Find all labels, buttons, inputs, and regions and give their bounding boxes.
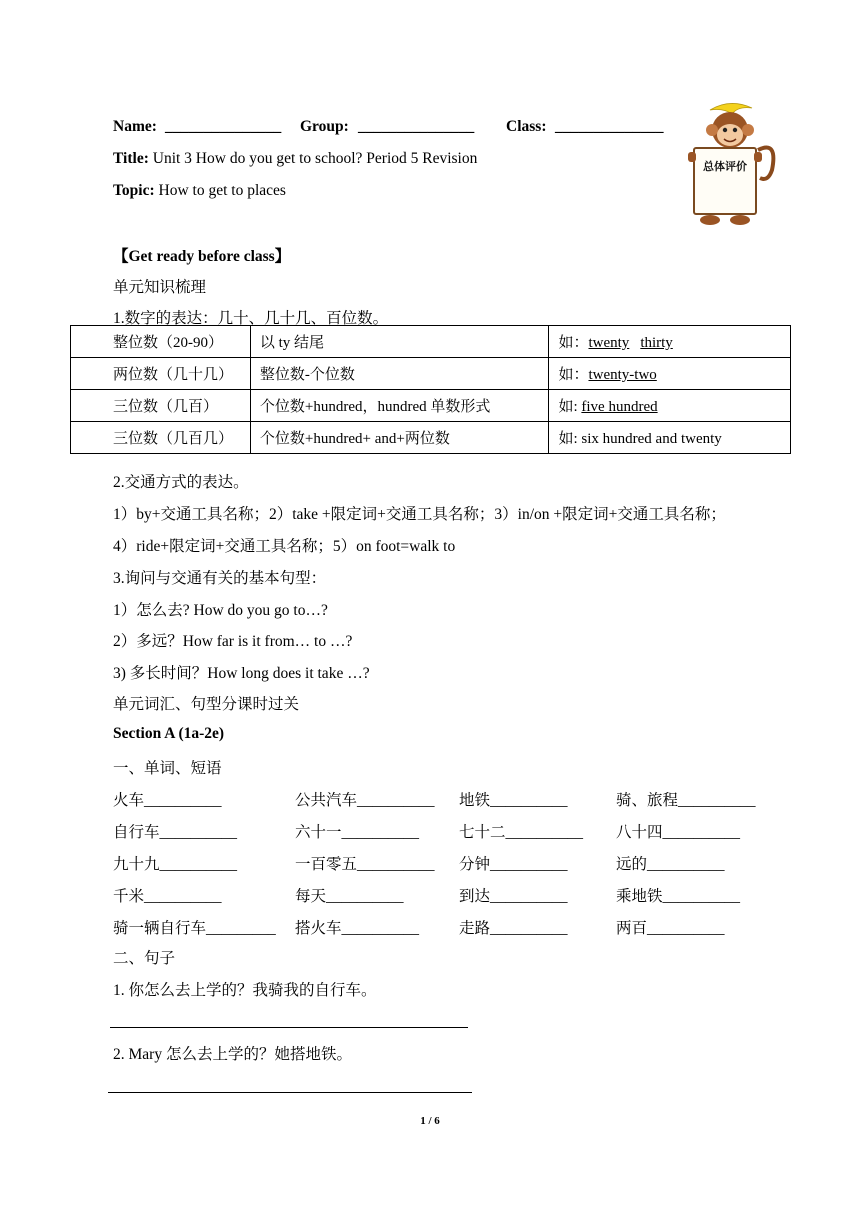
name-label: Name: (113, 118, 157, 135)
group-blank[interactable]: _______________ (358, 118, 475, 135)
questions-item-heading: 3.询问与交通有关的基本句型： (113, 570, 327, 587)
example-prefix: 如: (558, 399, 582, 415)
topic-label: Topic: (113, 182, 155, 199)
transport-rule-line-2: 4）ride+限定词+交通工具名称；5）on foot=walk to (113, 538, 456, 555)
topic-value: How to get to places (158, 182, 286, 199)
vocab-item[interactable]: 每天__________ (295, 888, 404, 905)
vocab-item[interactable]: 七十二__________ (459, 824, 584, 841)
table-cell: 两位数（几十几） (71, 358, 251, 390)
example-word: five hundred (581, 399, 658, 415)
table-cell: 以 ty 结尾 (250, 326, 549, 358)
example-prefix: 如: (558, 431, 582, 447)
vocab-item[interactable]: 走路__________ (459, 920, 568, 937)
monkey-evaluation-badge-icon (680, 100, 780, 228)
vocab-item[interactable]: 骑、旅程__________ (616, 792, 756, 809)
table-row (71, 390, 791, 422)
table-cell (549, 358, 791, 390)
topic-line (113, 182, 286, 200)
transport-rule-line-1: 1）by+交通工具名称；2）take +限定词+交通工具名称；3）in/on +限定词+交通工具名称； (113, 506, 726, 523)
sentence-prompt-2: 2. Mary 怎么去上学的？她搭地铁。 (113, 1046, 352, 1063)
table-cell: 个位数+hundred+ and+两位数 (250, 422, 549, 454)
example-prefix: 如： (558, 335, 589, 351)
example-word: thirty (640, 335, 673, 351)
vocab-item[interactable]: 一百零五__________ (295, 856, 435, 873)
table-cell (549, 326, 791, 358)
vocab-item[interactable]: 九十九__________ (113, 856, 238, 873)
example-word: twenty (588, 335, 630, 351)
question-pattern-3: 3) 多长时间？How long does it take …? (113, 665, 370, 682)
unit-summary-label: 单元知识梳理 (113, 279, 207, 296)
question-pattern-2: 2）多远？How far is it from… to …? (113, 633, 353, 650)
table-cell (549, 422, 791, 454)
table-row (71, 422, 791, 454)
vocab-item[interactable]: 千米__________ (113, 888, 222, 905)
table-cell (549, 390, 791, 422)
example-prefix: 如： (558, 367, 589, 383)
sentence-prompt-1: 1. 你怎么去上学的？我骑我的自行车。 (113, 982, 377, 999)
sentence-part-heading: 二、句子 (113, 950, 176, 967)
vocab-item[interactable]: 搭火车__________ (295, 920, 420, 937)
transport-item-heading: 2.交通方式的表达。 (113, 474, 249, 491)
vocab-item[interactable]: 地铁__________ (459, 792, 568, 809)
table-row (71, 358, 791, 390)
example-word: six hundred and twenty (581, 431, 722, 447)
title-value: Unit 3 How do you get to school? Period 5 Revision (152, 150, 478, 167)
table-cell: 整位数-个位数 (250, 358, 549, 390)
table-cell: 整位数（20-90） (71, 326, 251, 358)
table-cell: 三位数（几百） (71, 390, 251, 422)
vocab-item[interactable]: 远的__________ (616, 856, 725, 873)
answer-line-2[interactable] (108, 1092, 472, 1093)
unit-check-heading: 单元词汇、句型分课时过关 (113, 696, 300, 713)
vocab-item[interactable]: 骑一辆自行车_________ (113, 920, 276, 937)
vocab-item[interactable]: 公共汽车__________ (295, 792, 435, 809)
number-expression-table (70, 325, 791, 454)
vocab-part-heading: 一、单词、短语 (113, 760, 222, 777)
vocab-item[interactable]: 八十四__________ (616, 824, 741, 841)
title-label: Title: (113, 150, 149, 167)
vocab-item[interactable]: 两百__________ (616, 920, 725, 937)
class-blank[interactable]: ______________ (555, 118, 664, 135)
name-blank[interactable]: _______________ (165, 118, 282, 135)
vocab-item[interactable]: 自行车__________ (113, 824, 238, 841)
page-number: 1 / 6 (420, 1115, 440, 1127)
class-label: Class: (506, 118, 547, 135)
group-label: Group: (300, 118, 349, 135)
vocab-item[interactable]: 乘地铁__________ (616, 888, 741, 905)
table-cell: 三位数（几百几） (71, 422, 251, 454)
example-word: twenty-two (588, 367, 657, 383)
vocab-item[interactable]: 分钟__________ (459, 856, 568, 873)
section-a-heading: Section A (1a-2e) (113, 725, 225, 742)
numbers-item-heading: 1.数字的表达：几十、几十几、百位数。 (113, 310, 389, 327)
student-info-row (113, 118, 693, 138)
table-cell: 个位数+hundred，hundred 单数形式 (250, 390, 549, 422)
vocab-item[interactable]: 火车__________ (113, 792, 222, 809)
answer-line-1[interactable] (110, 1027, 468, 1028)
vocab-item[interactable]: 六十一__________ (295, 824, 420, 841)
table-row (71, 326, 791, 358)
badge-text: 总体评价 (703, 160, 747, 173)
question-pattern-1: 1）怎么去? How do you go to…? (113, 602, 328, 619)
section-heading-get-ready: 【Get ready before class】 (113, 248, 291, 265)
title-line (113, 150, 477, 168)
vocab-item[interactable]: 到达__________ (459, 888, 568, 905)
